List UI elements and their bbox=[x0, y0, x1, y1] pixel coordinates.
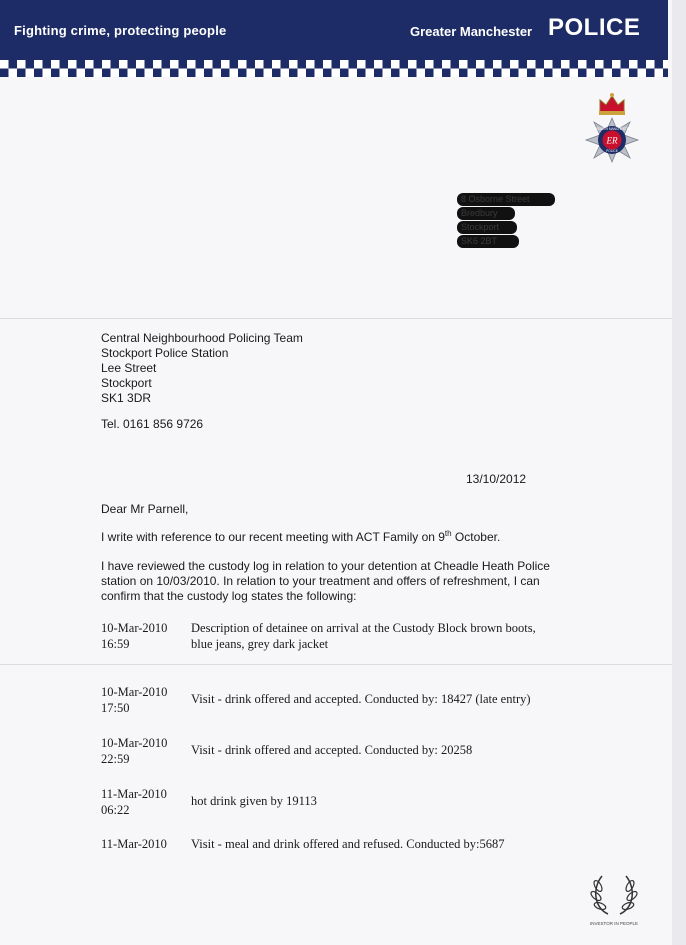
telephone: Tel. 0161 856 9726 bbox=[101, 417, 204, 431]
greeting: Dear Mr Parnell, bbox=[101, 502, 189, 516]
svg-text:ER: ER bbox=[606, 135, 618, 146]
paper-edge bbox=[672, 0, 686, 945]
log-date: 11-Mar-2010 bbox=[101, 837, 167, 851]
log-time: 17:50 bbox=[101, 701, 130, 715]
redaction-bar: 8 Osborne Street bbox=[457, 193, 555, 206]
investors-in-people-logo bbox=[586, 866, 642, 930]
sillitoe-tartan-band bbox=[0, 60, 668, 77]
log-date: 10-Mar-2010 bbox=[101, 736, 168, 750]
custody-paragraph: I have reviewed the custody log in relation to your detention at Cheadle Heath Police station on 10/03/2010. In relation to your treatment and offers of refreshment, I can confirm that the custody log states the following: bbox=[101, 559, 550, 603]
log-time: 16:59 bbox=[101, 637, 130, 651]
address-line: Stockport bbox=[101, 376, 152, 390]
laurel-wreath-icon bbox=[586, 866, 642, 920]
letter-date: 13/10/2012 bbox=[466, 472, 527, 486]
force-word: POLICE bbox=[548, 14, 641, 41]
log-date: 10-Mar-2010 bbox=[101, 685, 168, 699]
log-date: 11-Mar-2010 bbox=[101, 787, 167, 801]
address-line: Stockport Police Station bbox=[101, 346, 229, 360]
log-text: blue jeans, grey dark jacket bbox=[191, 637, 329, 651]
force-name: Greater Manchester bbox=[410, 24, 533, 39]
slogan: Fighting crime, protecting people bbox=[14, 23, 227, 38]
log-date: 10-Mar-2010 bbox=[101, 621, 168, 635]
address-line: Central Neighbourhood Policing Team bbox=[101, 331, 303, 345]
log-text: Description of detainee on arrival at the Custody Block brown boots, bbox=[191, 621, 536, 635]
intro-paragraph: I write with reference to our recent meeting with ACT Family on 9th October. bbox=[101, 529, 501, 544]
log-text: Visit - meal and drink offered and refused. Conducted by:5687 bbox=[191, 837, 505, 851]
redaction-bar: SK6 2BT bbox=[457, 235, 519, 248]
logo-caption: INVESTOR IN PEOPLE bbox=[590, 921, 638, 926]
letterhead-banner bbox=[0, 0, 668, 60]
fold-line bbox=[0, 318, 672, 319]
redaction-bar: Stockport bbox=[457, 221, 517, 234]
crown-icon bbox=[599, 93, 625, 115]
fold-line bbox=[0, 664, 672, 665]
log-text: hot drink given by 19113 bbox=[191, 794, 317, 808]
log-time: 06:22 bbox=[101, 803, 130, 817]
sender-address bbox=[101, 331, 303, 406]
police-crest-icon bbox=[576, 88, 648, 176]
svg-text:GREATER MANCHESTER: GREATER MANCHESTER bbox=[592, 127, 632, 131]
address-line: SK1 3DR bbox=[101, 391, 152, 405]
log-text: Visit - drink offered and accepted. Conducted by: 20258 bbox=[191, 743, 473, 757]
log-text: Visit - drink offered and accepted. Conducted by: 18427 (late entry) bbox=[191, 692, 531, 706]
redaction-bar: Bredbury bbox=[457, 207, 515, 220]
address-line: Lee Street bbox=[101, 361, 157, 375]
svg-text:POLICE: POLICE bbox=[606, 149, 618, 153]
log-time: 22:59 bbox=[101, 752, 130, 766]
redacted-address bbox=[457, 193, 557, 251]
